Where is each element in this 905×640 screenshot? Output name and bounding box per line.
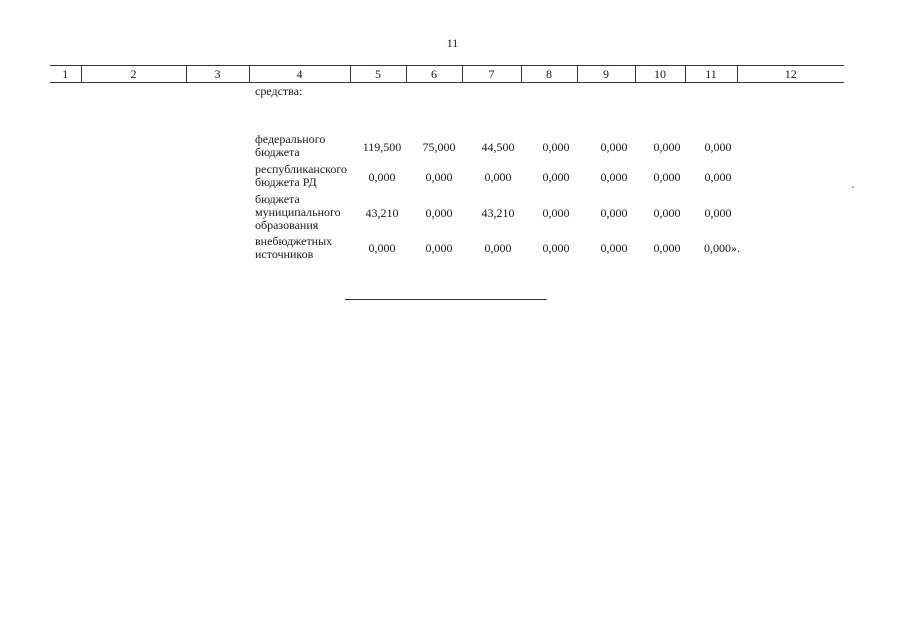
value-cell: 0,000 [653, 170, 681, 184]
value-cell: 43,210 [481, 206, 515, 220]
header-cell: 9 [577, 66, 635, 83]
value-cell: 0,000 [542, 170, 570, 184]
value-cell: 43,210 [365, 206, 399, 220]
value-cell: 119,500 [362, 140, 402, 154]
value-cell: 44,500 [481, 140, 515, 154]
value-cell: 0,000 [704, 170, 732, 184]
row-label-line: муниципального [255, 205, 341, 219]
value-cell: 0,000 [704, 206, 732, 220]
header-cell: 12 [737, 66, 844, 83]
value-cell: 0,000 [368, 170, 396, 184]
header-cell: 6 [406, 66, 462, 83]
value-cell: 0,000 [425, 170, 453, 184]
row-label [255, 193, 341, 232]
row-label-line: источников [255, 247, 314, 261]
row-label-line: внебюджетных [255, 234, 333, 248]
header-cell: 8 [521, 66, 577, 83]
value-cell: 0,000 [653, 241, 681, 255]
value-cell: 0,000 [653, 206, 681, 220]
value-cell: 0,000 [600, 140, 628, 154]
row-label [255, 235, 332, 261]
value-cell: 0,000 [704, 140, 732, 154]
row-label [255, 163, 347, 189]
row-label [255, 133, 325, 159]
value-cell: 0,000 [484, 170, 512, 184]
value-cell: 0,000». [704, 241, 740, 255]
header-cell: 5 [350, 66, 406, 83]
row-label-line: республиканского [255, 162, 347, 176]
header-cell: 1 [50, 66, 81, 83]
row-label-line: бюджета [255, 192, 300, 206]
value-cell: 75,000 [422, 140, 456, 154]
value-cell: 0,000 [484, 241, 512, 255]
row-label-line: федерального [255, 132, 326, 146]
value-cell: 0,000 [542, 140, 570, 154]
value-cell: 0,000 [542, 241, 570, 255]
value-cell: 0,000 [600, 206, 628, 220]
header-cell: 11 [685, 66, 737, 83]
end-of-document-rule [345, 299, 547, 300]
value-cell: 0,000 [542, 206, 570, 220]
value-cell: 0,000 [653, 140, 681, 154]
header-cell: 10 [635, 66, 685, 83]
header-cell: 2 [81, 66, 186, 83]
section-label: средства: [255, 84, 303, 98]
value-cell: 0,000 [368, 241, 396, 255]
value-cell: 0,000 [600, 170, 628, 184]
row-label-line: бюджета [255, 145, 300, 159]
header-cell: 7 [462, 66, 521, 83]
scan-artifact [852, 186, 854, 188]
row-label-line: образования [255, 218, 319, 232]
value-cell: 0,000 [600, 241, 628, 255]
header-cell: 3 [186, 66, 249, 83]
row-label-line: бюджета РД [255, 175, 317, 189]
value-cell: 0,000 [425, 241, 453, 255]
header-row [50, 66, 844, 83]
page-number: 11 [446, 36, 459, 50]
column-number-header-table [50, 65, 844, 83]
value-cell: 0,000 [425, 206, 453, 220]
header-cell: 4 [249, 66, 350, 83]
